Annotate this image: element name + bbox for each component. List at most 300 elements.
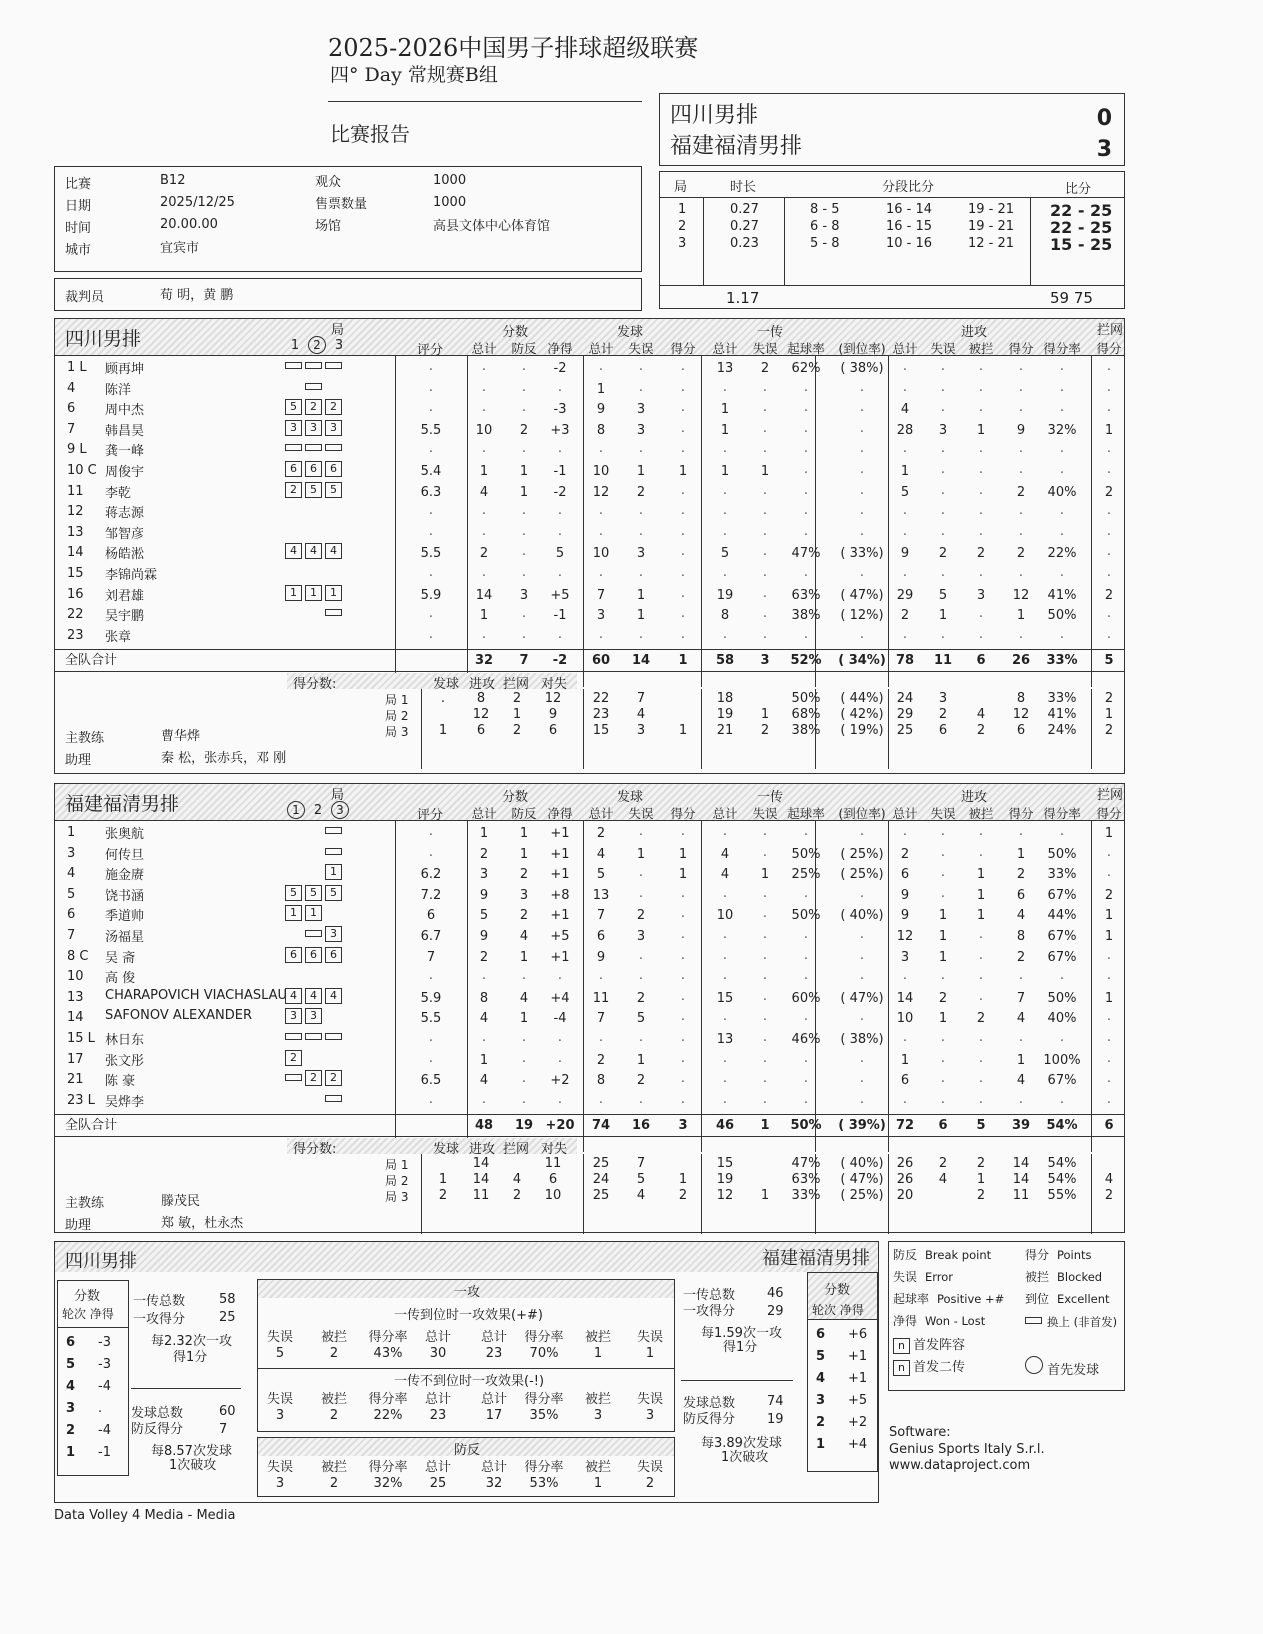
stat-value: 4 — [1016, 1011, 1026, 1027]
stat-value: 29 — [896, 587, 914, 603]
stat-value: 1 — [938, 929, 948, 944]
total-value: 3 — [678, 1118, 688, 1134]
empty-dot: . — [1059, 968, 1065, 984]
set-points: 14 — [472, 1172, 490, 1188]
set-stat: 25 — [896, 723, 914, 739]
empty-dot: . — [521, 1071, 527, 1087]
empty-dot: . — [859, 1009, 865, 1025]
set-number: 1 — [290, 338, 300, 353]
legend-key: 防反 — [893, 1248, 918, 1262]
empty-dot: . — [1018, 1030, 1024, 1045]
stat-value: 7 — [596, 587, 606, 603]
col-divider — [467, 355, 468, 687]
player-number: 15 L — [67, 1031, 95, 1046]
player-number: 9 L — [67, 442, 87, 458]
set-stat: 8 — [1016, 691, 1026, 707]
stat-value: 28 — [896, 422, 914, 438]
empty-dot: . — [1018, 462, 1024, 477]
attack-header: 总计 — [480, 1460, 507, 1475]
stat-value: 1 — [636, 1052, 646, 1068]
substitution-icon — [325, 362, 342, 369]
player-name: 龚一峰 — [105, 444, 145, 460]
rot-sub: 轮次 净得 — [812, 1303, 864, 1317]
empty-dot: . — [428, 565, 434, 580]
empty-dot: . — [722, 482, 728, 498]
attack-header: 被拦 — [584, 1392, 611, 1407]
empty-dot: . — [762, 523, 768, 539]
empty-dot: . — [978, 927, 984, 942]
player-sets — [285, 885, 345, 901]
player-name: CHARAPOVICH VIACHASLAU — [105, 987, 288, 1003]
col-divider — [815, 689, 816, 769]
player-name: 张文彤 — [105, 1053, 145, 1069]
empty-dot: . — [1018, 523, 1024, 539]
empty-dot: . — [940, 824, 946, 839]
empty-dot: . — [803, 503, 809, 519]
set-result: 22 - 25 — [1050, 218, 1113, 237]
set-stat: 1 — [1104, 707, 1114, 723]
home-serve-ratio2: 1次破攻 — [169, 1458, 217, 1473]
counter-table — [257, 1437, 675, 1497]
total-value: 74 — [591, 1118, 611, 1134]
empty-dot: . — [1059, 523, 1065, 539]
empty-dot: . — [940, 1091, 946, 1107]
set-stat: 23 — [592, 707, 610, 723]
home-team-name: 四川男排 — [670, 103, 759, 128]
stat-value: 9 — [596, 402, 606, 418]
attack-value: 70% — [529, 1346, 559, 1361]
away-serve-total: 74 — [767, 1394, 784, 1409]
set-stat: 68% — [791, 707, 821, 723]
empty-dot: . — [1106, 1030, 1112, 1045]
attack-value: 22% — [373, 1408, 403, 1423]
empty-dot: . — [1106, 441, 1112, 457]
empty-dot: . — [680, 359, 686, 374]
attack-value: 3 — [275, 1476, 285, 1491]
home-rotation-table — [57, 1280, 129, 1476]
empty-dot: . — [680, 503, 686, 519]
empty-dot: . — [1106, 1009, 1112, 1025]
empty-dot: . — [859, 1091, 865, 1107]
assistant-names: 郑 敏，杜永杰 — [161, 1216, 244, 1232]
player-number: 22 — [67, 607, 84, 623]
starting-position: 5 — [305, 885, 322, 901]
empty-dot: . — [978, 844, 984, 860]
empty-dot: . — [859, 379, 865, 395]
empty-dot: . — [638, 379, 644, 395]
player-sets — [285, 440, 345, 455]
total-points: 59 75 — [1050, 289, 1093, 307]
stat-value: 6.2 — [420, 867, 442, 883]
stat-value: 1 — [1104, 990, 1114, 1006]
player-name: 季道帅 — [105, 909, 145, 925]
player-sets — [285, 543, 345, 559]
empty-dot: . — [978, 565, 984, 580]
empty-dot: . — [428, 523, 434, 539]
home-stats-box — [54, 318, 1125, 774]
empty-dot: . — [902, 359, 908, 374]
empty-dot: . — [680, 400, 686, 416]
sub-header-pos: 起球率 — [787, 806, 825, 821]
empty-dot: . — [940, 441, 946, 457]
stat-value: 5.9 — [420, 990, 442, 1006]
empty-dot: . — [1059, 441, 1065, 457]
empty-dot: . — [762, 1050, 768, 1066]
row-divider — [55, 1114, 1124, 1115]
set-stat: 2 — [1104, 723, 1114, 739]
stat-value: 2 — [596, 1052, 606, 1068]
set-stat: 12 — [716, 1188, 734, 1204]
stat-value: +4 — [550, 990, 570, 1006]
set-partial-1: 6 - 8 — [810, 219, 840, 234]
stat-value: 8 — [720, 608, 730, 624]
attack-header: 被拦 — [320, 1460, 347, 1475]
attack-header: 得分率 — [368, 1392, 408, 1407]
stat-value: +1 — [550, 846, 570, 862]
starting-position: 6 — [285, 947, 302, 963]
empty-dot: . — [557, 441, 563, 457]
total-value: +20 — [545, 1118, 575, 1134]
row-divider — [55, 649, 1124, 650]
assistant-names: 秦 松，张赤兵，邓 刚 — [161, 751, 287, 767]
empty-dot: . — [803, 523, 809, 539]
stat-value: 1 — [678, 867, 688, 883]
day-label: 四° Day 常规赛B组 — [330, 64, 498, 86]
rotation-net: +4 — [848, 1437, 868, 1452]
header-rating: 评分 — [417, 808, 444, 823]
empty-dot: . — [598, 1030, 604, 1045]
empty-dot: . — [557, 968, 563, 984]
substitution-icon — [285, 1074, 302, 1081]
attack-value: 2 — [329, 1346, 339, 1361]
stat-value: 50% — [1047, 990, 1077, 1006]
stat-value: 5 — [900, 484, 910, 500]
empty-dot: . — [557, 1050, 563, 1066]
attack-header: 总计 — [480, 1330, 507, 1345]
sub-header-total: 总计 — [892, 341, 918, 356]
stat-value: 2 — [976, 1011, 986, 1027]
stat-value: 22% — [1047, 546, 1077, 562]
empty-dot: . — [680, 626, 686, 642]
empty-dot: . — [978, 379, 984, 395]
empty-dot: . — [598, 968, 604, 984]
home-serve-total-label: 发球总数 — [131, 1406, 184, 1421]
stat-value: 10 — [716, 908, 734, 924]
attack-value: 5 — [275, 1346, 285, 1361]
attack-header: 总计 — [424, 1460, 451, 1475]
empty-dot: . — [521, 503, 527, 519]
set-points: 9 — [548, 707, 558, 723]
col-divider — [1091, 1154, 1092, 1234]
stat-value: 3 — [636, 546, 646, 562]
empty-dot: . — [762, 968, 768, 984]
starting-position: 3 — [305, 1008, 322, 1024]
set-duration: 0.27 — [730, 202, 759, 217]
stat-value: 5.4 — [420, 464, 442, 479]
stat-value: -1 — [553, 608, 567, 624]
stat-value: 50% — [791, 908, 821, 924]
empty-dot: . — [680, 947, 686, 963]
stat-value: 3 — [900, 949, 910, 965]
set-stat: ( 42%) — [840, 707, 884, 723]
set-stat: 2 — [976, 1156, 986, 1172]
attack-header: 被拦 — [320, 1392, 347, 1407]
header-points: 分数 — [502, 790, 529, 805]
empty-dot: . — [803, 482, 809, 498]
empty-dot: . — [680, 565, 686, 580]
set-partial-2: 10 - 16 — [886, 236, 933, 251]
substitution-icon — [325, 1095, 342, 1102]
legend-starting: n 首发阵容 — [893, 1334, 965, 1354]
set-stat: 63% — [791, 1172, 821, 1188]
sub-header-err: 失误 — [752, 341, 778, 356]
set-stat: 54% — [1047, 1156, 1077, 1172]
software-site: www.dataproject.com — [889, 1458, 1031, 1473]
player-number: 6 — [67, 907, 76, 923]
set-stat: 15 — [592, 723, 610, 739]
away-bp-points: 19 — [767, 1412, 784, 1427]
empty-dot: . — [557, 1091, 563, 1107]
empty-dot: . — [1059, 1091, 1065, 1107]
set-label: 局 1 — [385, 693, 409, 708]
set-points: 2 — [512, 691, 522, 707]
empty-dot: . — [722, 1009, 728, 1025]
starting-position: 5 — [285, 399, 302, 415]
attack-value: 53% — [529, 1476, 559, 1491]
stat-value: 2 — [519, 867, 529, 883]
points-label: 得分数: — [293, 677, 337, 693]
sub-header-net: 净得 — [547, 341, 573, 356]
empty-dot: . — [722, 927, 728, 942]
away-rec-total: 46 — [767, 1286, 784, 1301]
match-date: 2025/12/25 — [160, 195, 235, 210]
pts-serve: 发球 — [433, 677, 460, 693]
stat-value: 1 — [976, 908, 986, 924]
stat-value: 1 — [720, 464, 730, 479]
set-stat: 4 — [1104, 1172, 1114, 1188]
set-stat: 2 — [976, 1188, 986, 1204]
stat-value: ( 40%) — [840, 908, 884, 924]
attack-value: 2 — [645, 1476, 655, 1491]
empty-dot: . — [902, 523, 908, 539]
stat-value: 1 — [720, 422, 730, 438]
player-name: 陈洋 — [105, 382, 132, 398]
header-set: 局 — [331, 323, 345, 338]
stat-value: 2 — [976, 546, 986, 562]
stat-value: -4 — [553, 1011, 567, 1027]
starting-position: 2 — [325, 1070, 342, 1086]
stat-value: 1 — [760, 867, 770, 883]
player-sets — [285, 926, 345, 942]
set-stat: 25 — [592, 1156, 610, 1172]
empty-dot: . — [481, 565, 487, 580]
stat-value: 8 — [479, 990, 489, 1006]
stat-value: 50% — [791, 846, 821, 862]
empty-dot: . — [1018, 968, 1024, 984]
attack-header: 总计 — [424, 1330, 451, 1345]
empty-dot: . — [680, 606, 686, 622]
stat-value: 3 — [636, 929, 646, 944]
empty-dot: . — [638, 968, 644, 984]
coach-name: 滕茂民 — [161, 1194, 201, 1210]
stat-value: 100% — [1043, 1052, 1081, 1068]
attack-header: 总计 — [424, 1392, 451, 1407]
stat-value: 8 — [596, 422, 606, 438]
coach-label: 主教练 — [65, 731, 105, 747]
player-sets — [285, 988, 345, 1004]
stat-value: 6.7 — [420, 929, 442, 944]
empty-dot: . — [978, 1091, 984, 1107]
empty-dot: . — [557, 523, 563, 539]
empty-dot: . — [859, 441, 865, 457]
stat-value: -1 — [553, 464, 567, 479]
stat-value: 7 — [596, 1011, 606, 1027]
attack-value: 23 — [485, 1346, 503, 1361]
stat-value: +1 — [550, 949, 570, 965]
stat-value: 5.5 — [420, 546, 442, 562]
stat-value: 2 — [1016, 484, 1026, 500]
starting-position: 3 — [285, 420, 302, 436]
attack-header: 失误 — [636, 1330, 663, 1345]
stat-value: 1 — [636, 587, 646, 603]
stat-value: 4 — [479, 484, 489, 500]
legend-first-serve: 首先发球 — [1025, 1356, 1099, 1378]
sub-header-kill: 得分率 — [1043, 341, 1081, 356]
footer-text: Data Volley 4 Media - Media — [54, 1508, 236, 1523]
stat-value: 4 — [479, 1011, 489, 1027]
stat-value: 13 — [716, 1032, 734, 1047]
starting-position: 1 — [325, 585, 342, 601]
empty-dot: . — [638, 947, 644, 963]
away-serve-ratio2: 1次破攻 — [721, 1450, 769, 1465]
attack-value: 1 — [593, 1476, 603, 1491]
attack-value: 1 — [645, 1346, 655, 1361]
empty-dot: . — [859, 503, 865, 519]
set-number: 3 — [331, 801, 349, 819]
empty-dot: . — [1106, 844, 1112, 860]
away-serve-ratio: 每3.89次发球 — [701, 1436, 782, 1451]
rotation-net: +2 — [848, 1415, 868, 1430]
sets-table — [659, 171, 1125, 309]
set-number: 1 — [678, 202, 687, 217]
stat-value: 1 — [938, 608, 948, 624]
empty-dot: . — [803, 824, 809, 839]
set-partial-3: 12 - 21 — [968, 236, 1015, 251]
empty-dot: . — [940, 865, 946, 881]
empty-dot: . — [803, 968, 809, 984]
player-number: 6 — [67, 401, 76, 417]
stat-value: 5 — [720, 546, 730, 562]
empty-dot: . — [978, 824, 984, 839]
player-sets — [285, 1091, 345, 1106]
attack-value: 3 — [593, 1408, 603, 1423]
empty-dot: . — [481, 1030, 487, 1045]
empty-dot: . — [1106, 1091, 1112, 1107]
player-sets — [285, 399, 345, 415]
stat-value: +2 — [550, 1073, 570, 1089]
starting-position: 1 — [325, 864, 342, 880]
player-name: 韩昌昊 — [105, 423, 145, 439]
set-stat: 4 — [976, 707, 986, 723]
set-points: 10 — [544, 1188, 562, 1204]
set-stat: 18 — [716, 691, 734, 707]
starting-position: 1 — [305, 905, 322, 921]
empty-dot: . — [481, 400, 487, 416]
empty-dot: . — [902, 626, 908, 642]
pts-block: 拦网 — [503, 1142, 530, 1158]
substitution-icon — [285, 444, 302, 451]
empty-dot: . — [428, 359, 434, 374]
player-name: 陈 豪 — [105, 1074, 136, 1090]
empty-dot: . — [762, 906, 768, 922]
away-sets-won: 3 — [1096, 137, 1112, 162]
sub-header-pts: 得分 — [1096, 806, 1122, 821]
stat-value: 9 — [479, 929, 489, 944]
stat-value: 6.3 — [420, 484, 442, 500]
empty-dot: . — [940, 1050, 946, 1066]
stat-value: 1 — [976, 867, 986, 883]
empty-dot: . — [762, 544, 768, 560]
sub-header-total: 总计 — [588, 806, 614, 821]
empty-dot: . — [638, 824, 644, 839]
rotation-net: -3 — [98, 1357, 111, 1372]
empty-dot: . — [902, 565, 908, 580]
sets-header-duration: 时长 — [730, 180, 757, 195]
stat-value: 8 — [1016, 929, 1026, 944]
set-stat: 6 — [1016, 723, 1026, 739]
stat-value: 7 — [426, 949, 436, 965]
total-value: 32 — [474, 653, 494, 669]
team-name: 四川男排 — [65, 328, 142, 350]
player-sets — [285, 358, 345, 373]
header-rating: 评分 — [417, 343, 444, 358]
set-stat: 2 — [938, 1156, 948, 1172]
empty-dot: . — [978, 626, 984, 642]
set-points: 2 — [512, 1188, 522, 1204]
player-sets — [285, 947, 345, 963]
empty-dot: . — [1106, 606, 1112, 622]
stat-value: 1 — [636, 464, 646, 479]
empty-dot: . — [762, 927, 768, 942]
empty-dot: . — [598, 565, 604, 580]
match-code: B12 — [160, 173, 186, 188]
first-attack-title: 一攻 — [454, 1285, 481, 1300]
empty-dot: . — [1059, 359, 1065, 374]
attack-header: 被拦 — [320, 1330, 347, 1345]
empty-dot: . — [1106, 947, 1112, 963]
label-date: 日期 — [65, 199, 92, 214]
empty-dot: . — [428, 1050, 434, 1066]
stat-value: 13 — [592, 887, 610, 903]
empty-dot: . — [680, 1050, 686, 1066]
empty-dot: . — [1018, 626, 1024, 642]
empty-dot: . — [680, 1030, 686, 1045]
player-sets — [285, 482, 345, 498]
col-divider — [815, 1154, 816, 1234]
rotation-number: 1 — [66, 1445, 76, 1460]
stat-value: 1 — [596, 381, 606, 397]
player-sets — [285, 626, 345, 641]
legend-key: 起球率 — [893, 1292, 930, 1306]
set-stat: 33% — [1047, 691, 1077, 707]
software-company: Genius Sports Italy S.r.l. — [889, 1442, 1045, 1457]
empty-dot: . — [940, 482, 946, 498]
empty-dot: . — [803, 1091, 809, 1107]
home-rec-total: 58 — [219, 1292, 236, 1307]
player-number: 10 C — [67, 463, 97, 478]
stat-value: 6 — [596, 929, 606, 944]
starting-position: 5 — [305, 482, 322, 498]
